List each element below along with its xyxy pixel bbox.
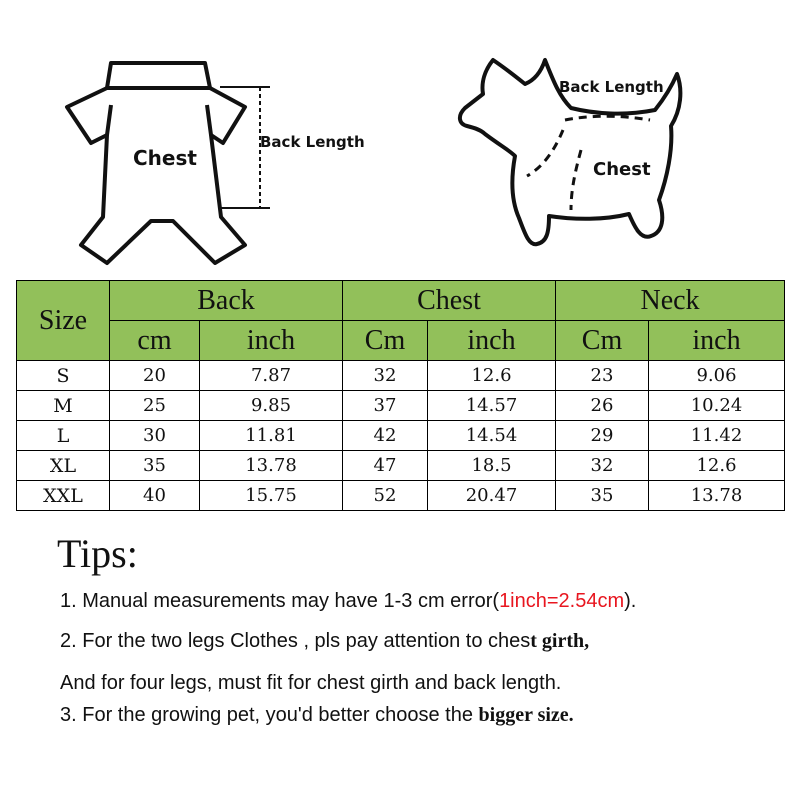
tips-title: Tips: [57,531,138,576]
table-cell: 30 [110,421,200,451]
table-cell: 11.42 [649,421,785,451]
table-cell: 10.24 [649,391,785,421]
table-cell: S [17,361,110,391]
dog-back-length-label: Back Length [559,78,664,96]
table-cell: 18.5 [428,451,556,481]
table-cell: 7.87 [200,361,343,391]
table-cell: 15.75 [200,481,343,511]
table-cell: 23 [556,361,649,391]
back-header: Back [110,281,343,321]
table-cell: XXL [17,481,110,511]
dog-chest-label: Chest [593,159,651,180]
table-cell: 20 [110,361,200,391]
table-cell: 14.57 [428,391,556,421]
table-row [17,361,785,391]
table-cell: 25 [110,391,200,421]
tip-2-bold: t girth, [530,630,590,652]
tip-2 [60,630,589,653]
table-cell: 37 [343,391,428,421]
chest-inch-header: inch [428,321,556,361]
chest-cm-header: Cm [343,321,428,361]
table-cell: 40 [110,481,200,511]
table-cell: 20.47 [428,481,556,511]
table-cell: 35 [110,451,200,481]
table-cell: 29 [556,421,649,451]
table-row [17,391,785,421]
tip-3-text: 3. For the growing pet, you'd better choose the [60,704,479,726]
table-row [17,451,785,481]
neck-inch-header: inch [649,321,785,361]
table-cell: 9.06 [649,361,785,391]
table-row [17,421,785,451]
size-table [16,280,785,511]
back-inch-header: inch [200,321,343,361]
table-cell: 14.54 [428,421,556,451]
tip-2-text: 2. For the two legs Clothes , pls pay attention to ches [60,630,531,652]
table-cell: 11.81 [200,421,343,451]
table-cell: 42 [343,421,428,451]
tip-2-continued: And for four legs, must fit for chest girth and back length. [60,672,562,694]
table-cell: M [17,391,110,421]
table-cell: 13.78 [200,451,343,481]
clothes-diagram [55,55,375,270]
neck-header: Neck [556,281,785,321]
table-cell: 12.6 [428,361,556,391]
table-cell: 32 [343,361,428,391]
table-cell: 47 [343,451,428,481]
clothes-back-length-label: Back Length [260,133,365,151]
size-header: Size [17,281,110,361]
tip-3 [60,704,574,727]
table-cell: 9.85 [200,391,343,421]
table-cell: 13.78 [649,481,785,511]
table-cell: 52 [343,481,428,511]
table-cell: L [17,421,110,451]
table-cell: 26 [556,391,649,421]
clothes-chest-label: Chest [133,146,197,170]
tip-1 [60,590,636,613]
table-cell: 12.6 [649,451,785,481]
back-cm-header: cm [110,321,200,361]
table-row [17,481,785,511]
chest-header: Chest [343,281,556,321]
dog-diagram [445,50,695,255]
tip-3-bold: bigger size. [478,704,574,726]
table-cell: 32 [556,451,649,481]
tip-1-conversion: 1inch=2.54cm [499,590,625,612]
table-cell: 35 [556,481,649,511]
neck-cm-header: Cm [556,321,649,361]
tip-1-text: 1. Manual measurements may have 1-3 cm error( [60,590,500,612]
table-cell: XL [17,451,110,481]
tip-1-end: ). [624,590,637,612]
